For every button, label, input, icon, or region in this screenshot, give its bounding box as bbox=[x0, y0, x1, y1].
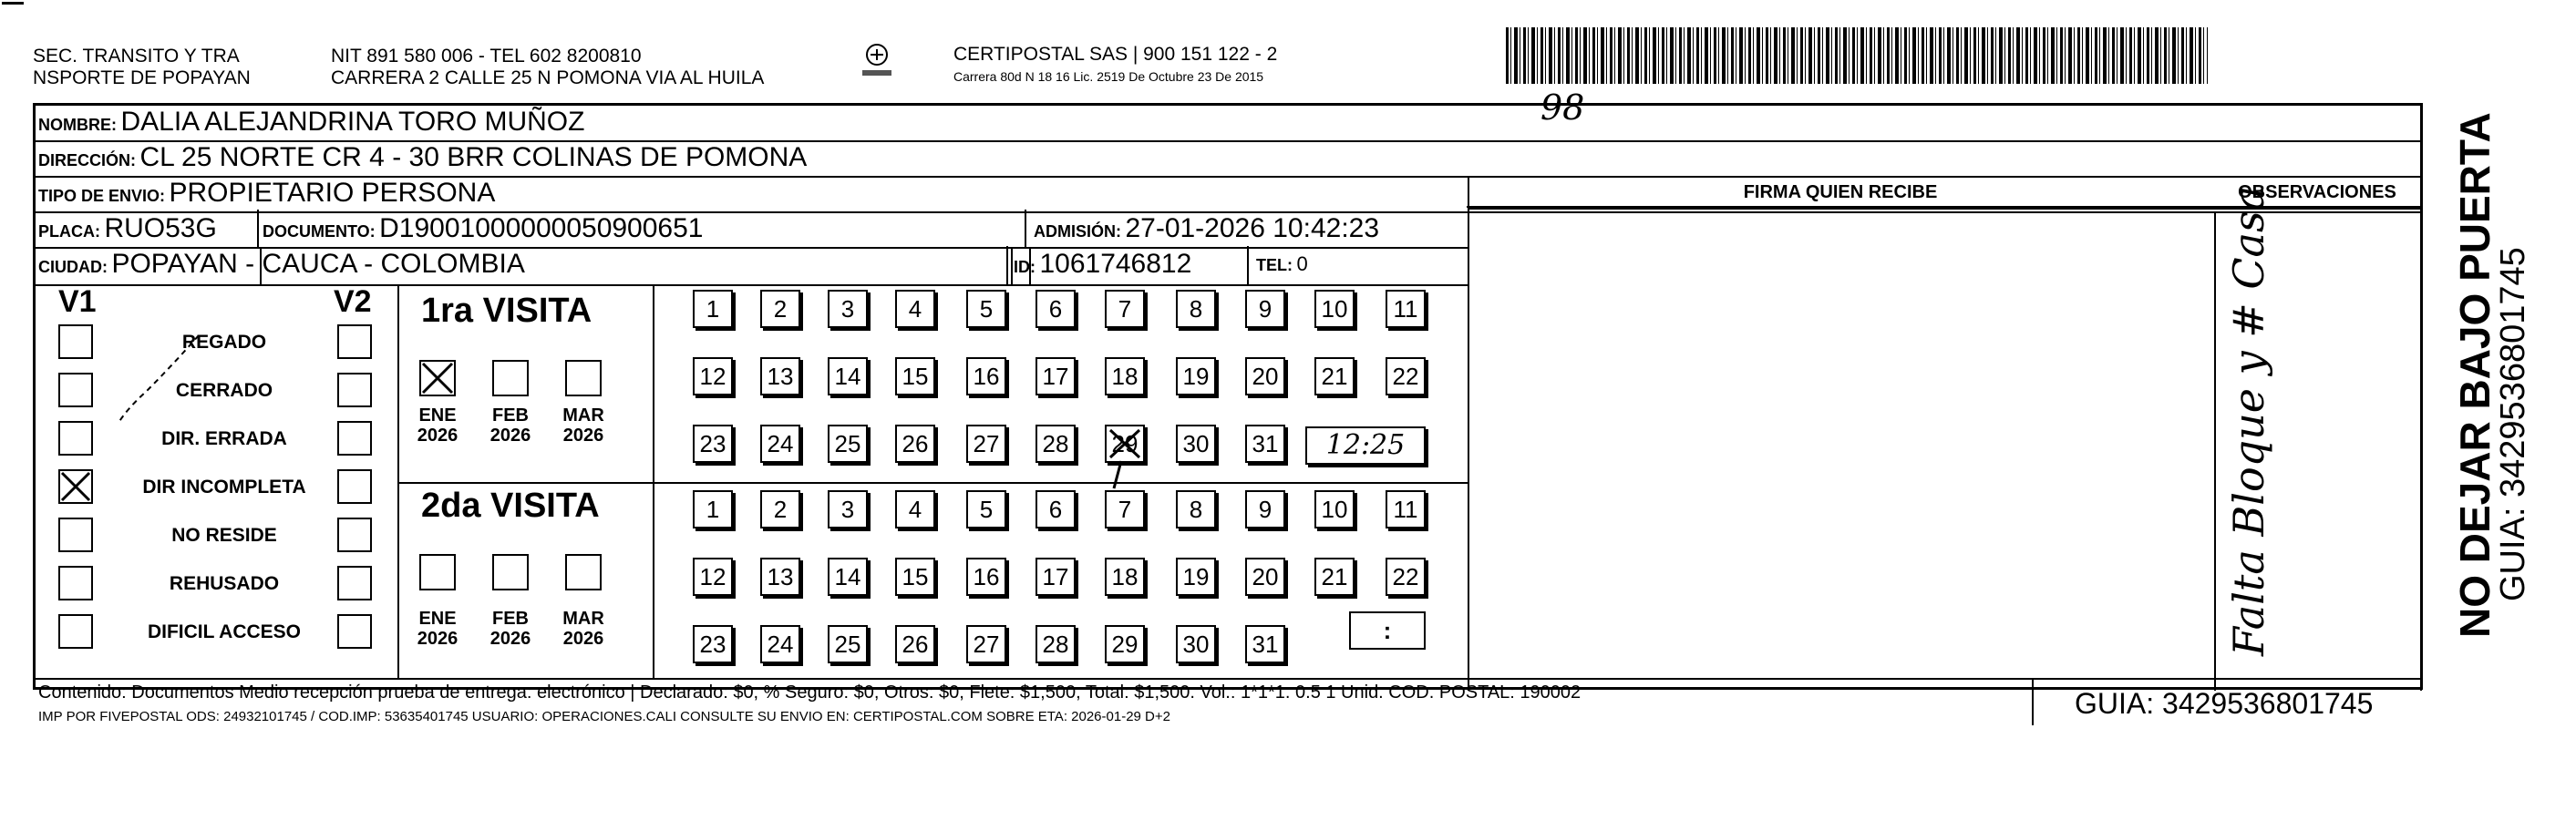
first-visit-day-3[interactable]: 3 bbox=[828, 290, 868, 328]
firma-header: FIRMA QUIEN RECIBE bbox=[1743, 182, 1938, 202]
courier-name: CERTIPOSTAL SAS | 900 151 122 - 2 bbox=[953, 44, 1278, 65]
second-visit-day-13[interactable]: 13 bbox=[760, 558, 800, 596]
second-visit-day-6[interactable]: 6 bbox=[1036, 490, 1076, 528]
admision-value: 27-01-2026 10:42:23 bbox=[1125, 213, 1380, 243]
footer-print-line: IMP POR FIVEPOSTAL ODS: 24932101745 / COD.IMP: 53635401745 USUARIO: OPERACIONES.CALI CONSULTE SU ENVIO EN: CERTIPOSTAL.COM SOBRE ETA: 2026-01-29 D+2 bbox=[38, 709, 1170, 724]
second-visit-day-10[interactable]: 10 bbox=[1314, 490, 1355, 528]
first-visit-day-8[interactable]: 8 bbox=[1176, 290, 1216, 328]
no-dejar-notice: NO DEJAR BAJO PUERTA bbox=[2451, 112, 2499, 638]
barcode bbox=[1506, 27, 2208, 84]
second-visit-day-4[interactable]: 4 bbox=[895, 490, 935, 528]
certipostal-logo bbox=[857, 41, 897, 81]
v1-checkbox-2[interactable] bbox=[58, 373, 93, 407]
status-option: REGADO bbox=[181, 332, 267, 353]
observaciones-header: OBSERVACIONES bbox=[2238, 182, 2396, 202]
sender-name-line2: NSPORTE DE POPAYAN bbox=[33, 67, 251, 88]
first-visit-day-19[interactable]: 19 bbox=[1176, 357, 1216, 395]
v1-checkbox-7[interactable] bbox=[58, 614, 93, 649]
id-field bbox=[1014, 249, 1191, 284]
ciudad-field bbox=[38, 249, 525, 284]
status-option: DIR INCOMPLETA bbox=[142, 477, 306, 498]
handwritten-number: 98 bbox=[1540, 87, 1585, 128]
month-label: FEB 2026 bbox=[489, 609, 531, 649]
courier-license: Carrera 80d N 18 16 Lic. 2519 De Octubre 23 De 2015 bbox=[953, 69, 1264, 84]
v1-checkbox-1[interactable] bbox=[58, 324, 93, 359]
tipo-envio-value: PROPIETARIO PERSONA bbox=[169, 178, 496, 208]
first-visit-day-17[interactable]: 17 bbox=[1036, 357, 1076, 395]
v2-checkbox-5[interactable] bbox=[337, 518, 372, 552]
first-visit-time-box[interactable] bbox=[1305, 426, 1426, 465]
first-visit-day-24[interactable]: 24 bbox=[760, 425, 800, 463]
second-visit-day-1[interactable]: 1 bbox=[693, 490, 733, 528]
second-visit-day-24[interactable]: 24 bbox=[760, 625, 800, 663]
first-visit-title: 1ra VISITA bbox=[421, 292, 592, 330]
second-visit-month-checkbox-mar[interactable] bbox=[565, 554, 602, 590]
second-visit-day-7[interactable]: 7 bbox=[1105, 490, 1145, 528]
first-visit-day-9[interactable]: 9 bbox=[1245, 290, 1285, 328]
tel-value: 0 bbox=[1296, 252, 1308, 275]
first-visit-day-22[interactable]: 22 bbox=[1386, 357, 1426, 395]
second-visit-day-25[interactable]: 25 bbox=[828, 625, 868, 663]
first-visit-day-12[interactable]: 12 bbox=[693, 357, 733, 395]
status-option: NO RESIDE bbox=[171, 525, 277, 546]
first-visit-day-10[interactable]: 10 bbox=[1314, 290, 1355, 328]
first-visit-day-26[interactable]: 26 bbox=[895, 425, 935, 463]
first-visit-day-15[interactable]: 15 bbox=[895, 357, 935, 395]
second-visit-day-2[interactable]: 2 bbox=[760, 490, 800, 528]
first-visit-day-23[interactable]: 23 bbox=[693, 425, 733, 463]
first-visit-day-7[interactable]: 7 bbox=[1105, 290, 1145, 328]
admision-label: ADMISIÓN: bbox=[1034, 222, 1121, 241]
first-visit-day-27[interactable]: 27 bbox=[966, 425, 1006, 463]
ciudad-label: CIUDAD: bbox=[38, 258, 108, 276]
first-visit-day-5[interactable]: 5 bbox=[966, 290, 1006, 328]
second-visit-day-18[interactable]: 18 bbox=[1105, 558, 1145, 596]
second-visit-month-checkbox-feb[interactable] bbox=[492, 554, 529, 590]
sender-address: CARRERA 2 CALLE 25 N POMONA VIA AL HUILA bbox=[331, 67, 765, 88]
direccion-value: CL 25 NORTE CR 4 - 30 BRR COLINAS DE POMONA bbox=[139, 142, 808, 172]
id-value: 1061746812 bbox=[1039, 249, 1192, 279]
first-visit-day-6[interactable]: 6 bbox=[1036, 290, 1076, 328]
first-visit-month-checkbox-ene[interactable] bbox=[419, 360, 456, 396]
first-visit-day-21[interactable]: 21 bbox=[1314, 357, 1355, 395]
first-visit-day-11[interactable]: 11 bbox=[1386, 290, 1426, 328]
placa-value: RUO53G bbox=[104, 213, 217, 243]
second-visit-day-31[interactable]: 31 bbox=[1245, 625, 1285, 663]
second-visit-day-5[interactable]: 5 bbox=[966, 490, 1006, 528]
first-visit-month-checkbox-mar[interactable] bbox=[565, 360, 602, 396]
v1-checkbox-4[interactable] bbox=[58, 469, 93, 504]
second-visit-day-15[interactable]: 15 bbox=[895, 558, 935, 596]
status-option: CERRADO bbox=[175, 380, 273, 401]
second-visit-day-26[interactable]: 26 bbox=[895, 625, 935, 663]
second-visit-day-22[interactable]: 22 bbox=[1386, 558, 1426, 596]
second-visit-day-3[interactable]: 3 bbox=[828, 490, 868, 528]
first-visit-day-31[interactable]: 31 bbox=[1245, 425, 1285, 463]
side-guia: GUIA: 3429536801745 bbox=[2494, 247, 2532, 601]
v1-checkbox-3[interactable] bbox=[58, 421, 93, 456]
second-visit-day-12[interactable]: 12 bbox=[693, 558, 733, 596]
second-visit-day-19[interactable]: 19 bbox=[1176, 558, 1216, 596]
first-visit-day-18[interactable]: 18 bbox=[1105, 357, 1145, 395]
direccion-row bbox=[38, 142, 807, 178]
id-label: ID: bbox=[1014, 258, 1036, 276]
first-visit-day-13[interactable]: 13 bbox=[760, 357, 800, 395]
second-visit-day-8[interactable]: 8 bbox=[1176, 490, 1216, 528]
footer-guia: GUIA: 3429536801745 bbox=[2075, 687, 2374, 720]
x-mark-icon bbox=[421, 362, 454, 395]
v2-checkbox-7[interactable] bbox=[337, 614, 372, 649]
month-label: ENE 2026 bbox=[417, 609, 459, 649]
second-visit-day-14[interactable]: 14 bbox=[828, 558, 868, 596]
v1-checkbox-6[interactable] bbox=[58, 566, 93, 600]
second-visit-day-29[interactable]: 29 bbox=[1105, 625, 1145, 663]
nombre-label: NOMBRE: bbox=[38, 116, 117, 134]
first-visit-day-29[interactable] bbox=[1105, 425, 1145, 463]
second-visit-month-checkbox-ene[interactable] bbox=[419, 554, 456, 590]
documento-label: DOCUMENTO: bbox=[263, 222, 376, 241]
v2-checkbox-2[interactable] bbox=[337, 373, 372, 407]
tipo-envio-label: TIPO DE ENVIO: bbox=[38, 187, 166, 205]
second-visit-day-21[interactable]: 21 bbox=[1314, 558, 1355, 596]
first-visit-day-1[interactable]: 1 bbox=[693, 290, 733, 328]
first-visit-day-20[interactable]: 20 bbox=[1245, 357, 1285, 395]
ciudad-value: POPAYAN - CAUCA - COLOMBIA bbox=[111, 249, 525, 279]
day-number: 29 bbox=[1111, 430, 1139, 457]
month-label: FEB 2026 bbox=[489, 405, 531, 446]
second-visit-day-17[interactable]: 17 bbox=[1036, 558, 1076, 596]
v1-header: V1 bbox=[58, 284, 97, 319]
handwritten-observation: Falta Bloque y # Casa bbox=[2224, 185, 2273, 656]
v2-header: V2 bbox=[334, 284, 372, 319]
corner-mark bbox=[2, 2, 24, 5]
first-visit-day-28[interactable]: 28 bbox=[1036, 425, 1076, 463]
v2-checkbox-3[interactable] bbox=[337, 421, 372, 456]
pen-stroke bbox=[91, 328, 219, 428]
second-visit-day-9[interactable]: 9 bbox=[1245, 490, 1285, 528]
v2-checkbox-6[interactable] bbox=[337, 566, 372, 600]
documento-value: D19001000000050900651 bbox=[379, 213, 704, 243]
sender-name-line1: SEC. TRANSITO Y TRA bbox=[33, 46, 240, 67]
status-option: REHUSADO bbox=[169, 573, 280, 594]
v1-checkbox-5[interactable] bbox=[58, 518, 93, 552]
second-visit-day-16[interactable]: 16 bbox=[966, 558, 1006, 596]
sender-nit: NIT 891 580 006 - TEL 602 8200810 bbox=[331, 46, 642, 67]
second-visit-time-box[interactable]: : bbox=[1349, 611, 1426, 650]
tel-label: TEL: bbox=[1256, 256, 1293, 274]
tel-field bbox=[1256, 249, 1308, 282]
v2-checkbox-4[interactable] bbox=[337, 469, 372, 504]
nombre-value: DALIA ALEJANDRINA TORO MUÑOZ bbox=[120, 107, 585, 137]
month-label: MAR 2026 bbox=[562, 609, 604, 649]
status-option: DIFICIL ACCESO bbox=[147, 621, 301, 642]
second-visit-title: 2da VISITA bbox=[421, 487, 600, 525]
second-visit-day-27[interactable]: 27 bbox=[966, 625, 1006, 663]
month-label: MAR 2026 bbox=[562, 405, 604, 446]
nombre-row bbox=[38, 107, 584, 142]
second-visit-day-20[interactable]: 20 bbox=[1245, 558, 1285, 596]
v2-checkbox-1[interactable] bbox=[337, 324, 372, 359]
documento-field bbox=[263, 213, 703, 249]
admision-field bbox=[1034, 213, 1379, 249]
placa-label: PLACA: bbox=[38, 222, 100, 241]
first-visit-day-2[interactable]: 2 bbox=[760, 290, 800, 328]
first-visit-month-checkbox-feb[interactable] bbox=[492, 360, 529, 396]
first-visit-day-30[interactable]: 30 bbox=[1176, 425, 1216, 463]
first-visit-day-14[interactable]: 14 bbox=[828, 357, 868, 395]
month-label: ENE 2026 bbox=[417, 405, 459, 446]
first-visit-day-25[interactable]: 25 bbox=[828, 425, 868, 463]
footer-content-line: Contenido: Documentos Medio recepción prueba de entrega: electrónico | Declarado: $0, % Seguro: $0, Otros: $0, Flete: $1,500, Total: $1,500. Vol.: 1*1*1. 0.5 1 Unid. COD. POSTAL: 190002 bbox=[38, 682, 1582, 703]
x-mark-icon bbox=[60, 471, 91, 502]
direccion-label: DIRECCIÓN: bbox=[38, 151, 136, 169]
tipo-envio-row bbox=[38, 178, 495, 213]
second-visit-day-30[interactable]: 30 bbox=[1176, 625, 1216, 663]
x-mark-icon bbox=[1105, 425, 1145, 463]
first-visit-day-16[interactable]: 16 bbox=[966, 357, 1006, 395]
first-visit-day-4[interactable]: 4 bbox=[895, 290, 935, 328]
second-visit-day-23[interactable]: 23 bbox=[693, 625, 733, 663]
second-visit-day-11[interactable]: 11 bbox=[1386, 490, 1426, 528]
handwritten-time: 12:25 bbox=[1325, 429, 1406, 461]
status-option: DIR. ERRADA bbox=[161, 428, 287, 449]
placa-field bbox=[38, 213, 217, 249]
second-visit-day-28[interactable]: 28 bbox=[1036, 625, 1076, 663]
